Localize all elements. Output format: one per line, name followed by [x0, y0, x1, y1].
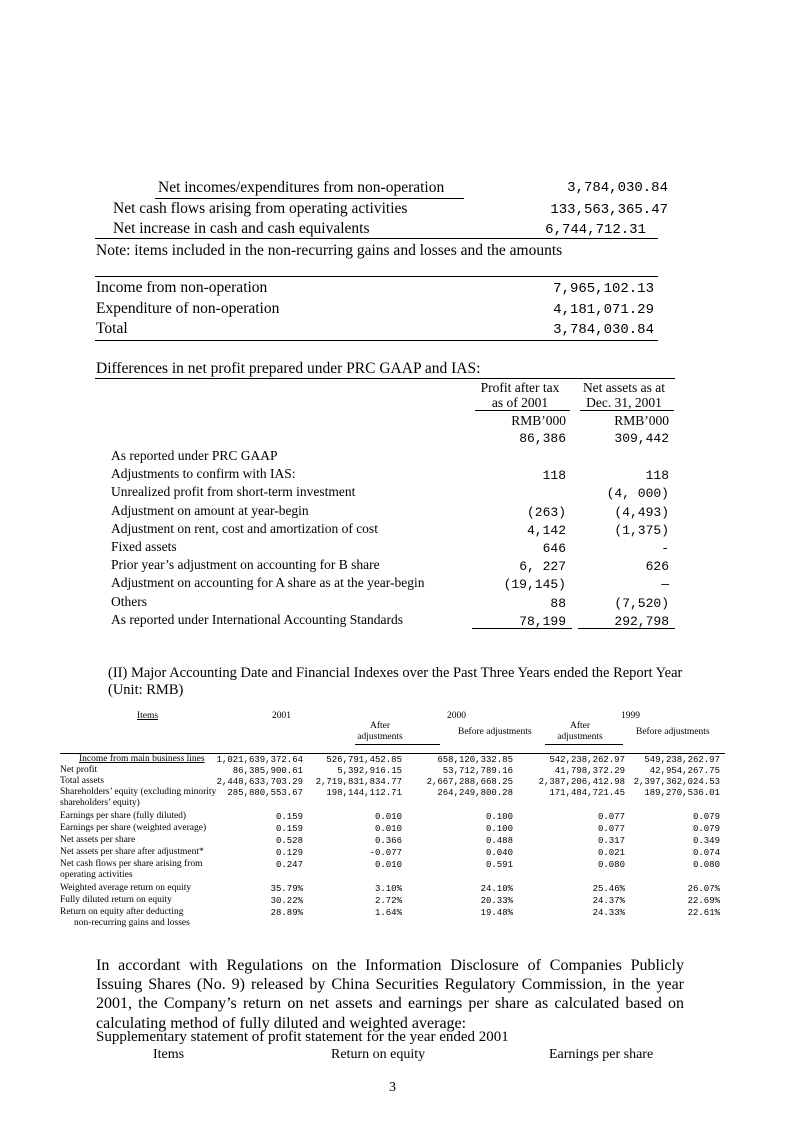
index-row-label: [60, 776, 104, 787]
index-value-cell: 0.528: [275, 836, 303, 846]
index-value-cell: 30.22%: [270, 896, 303, 906]
index-value-cell: 28.89%: [270, 908, 303, 918]
index-value-cell: 2.72%: [374, 896, 402, 906]
index-value-cell: 22.69%: [687, 896, 720, 906]
index-value-cell: 549,238,262.97: [644, 755, 720, 765]
index-row-label: [60, 811, 186, 822]
index-value-cell: 0.080: [692, 860, 720, 870]
index-value-cell: 0.074: [692, 848, 720, 858]
index-value-cell: 264,249,800.28: [437, 788, 513, 798]
index-row-label-line: Income from main business lines: [79, 754, 205, 764]
index-value-cell: 2,397,362,024.53: [633, 777, 720, 787]
index-row-label-line: Earnings per share (fully diluted): [60, 811, 187, 821]
index-value-cell: 0.129: [275, 848, 303, 858]
index-value-cell: 0.100: [485, 824, 513, 834]
index-value-cell: 0.040: [485, 848, 513, 858]
index-value-cell: 19.48%: [480, 908, 513, 918]
value-cell: (263): [526, 505, 566, 520]
index-value-cell: 53,712,789.16: [442, 766, 513, 776]
index-value-cell: 0.021: [597, 848, 625, 858]
col-header-2001: 2001: [272, 711, 291, 721]
index-value-cell: 24.37%: [592, 896, 625, 906]
index-row-label-line: Net profit: [60, 765, 98, 775]
index-value-cell: 2,448,633,703.29: [216, 777, 303, 787]
index-value-cell: 0.247: [275, 860, 303, 870]
indexes-title: (II) Major Accounting Date and Financial Indexes over the Past Three Years ended the Report Year: [108, 665, 683, 681]
divider: [95, 378, 675, 379]
index-value-cell: 0.077: [597, 812, 625, 822]
index-value-cell: 24.33%: [592, 908, 625, 918]
value-cell: 118: [645, 468, 669, 483]
summary-note: Note: items included in the non-recurring gains and losses and the amounts: [96, 242, 563, 259]
divider: [545, 744, 623, 745]
index-row-label-line: Earnings per share (weighted average): [60, 823, 207, 833]
index-row-label-line: Fully diluted return on equity: [60, 895, 172, 905]
differences-row-label: As reported under International Accounting Standards: [111, 612, 404, 627]
index-value-cell: 5,392,916.15: [337, 766, 402, 776]
differences-row-label: Fixed assets: [111, 539, 177, 554]
index-row-label: [60, 835, 135, 846]
index-value-cell: 0.010: [374, 824, 402, 834]
index-row-label-line: Shareholders’ equity (excluding minority: [60, 787, 217, 797]
index-value-cell: 542,238,262.97: [549, 755, 625, 765]
divider: [155, 198, 464, 199]
col-header-roe: Return on equity: [331, 1047, 426, 1062]
index-value-cell: 189,270,536.01: [644, 788, 720, 798]
index-value-cell: 0.100: [485, 812, 513, 822]
value-cell: (4,493): [614, 505, 669, 520]
unit-label: RMB’000: [614, 413, 669, 428]
index-value-cell: 26.07%: [687, 884, 720, 894]
index-value-cell: 41,798,372.29: [554, 766, 625, 776]
differences-row-label: Others: [111, 594, 147, 609]
index-value-cell: 2,387,206,412.98: [538, 777, 625, 787]
value-cell: (1,375): [614, 523, 669, 538]
col-header-eps: Earnings per share: [549, 1047, 654, 1062]
index-value-cell: 0.010: [374, 812, 402, 822]
differences-row-label: Adjustment on amount at year-begin: [111, 503, 309, 518]
value-cell: 118: [542, 468, 566, 483]
value-cell: 4,142: [526, 523, 566, 538]
nonrecurring-label: Expenditure of non-operation: [96, 300, 280, 317]
nonrecurring-label: Income from non-operation: [96, 279, 268, 296]
index-value-cell: 0.366: [374, 836, 402, 846]
index-row-label-line: Net assets per share after adjustment*: [60, 847, 204, 857]
indexes-unit: (Unit: RMB): [108, 682, 184, 698]
differences-title: Differences in net profit prepared under PRC GAAP and IAS:: [96, 360, 481, 377]
index-value-cell: 0.077: [597, 824, 625, 834]
index-row-label: [60, 895, 172, 906]
index-row-label: [60, 907, 190, 929]
col-header-1999: 1999: [621, 711, 640, 721]
value-cell: (19,145): [503, 577, 566, 592]
index-value-cell: 0.488: [485, 836, 513, 846]
value-cell: 86,386: [519, 431, 566, 446]
value-cell: (4, 000): [606, 486, 669, 501]
divider: [580, 410, 674, 411]
index-value-cell: 0.591: [485, 860, 513, 870]
index-value-cell: 0.159: [275, 824, 303, 834]
index-value-cell: 1.64%: [374, 908, 402, 918]
index-value-cell: 22.61%: [687, 908, 720, 918]
col-header-after-1999: After adjustments: [557, 721, 603, 742]
index-value-cell: 3.10%: [374, 884, 402, 894]
value-cell: 88: [550, 596, 566, 611]
unit-label: RMB’000: [511, 413, 566, 428]
nonrecurring-value: 4,181,071.29: [553, 302, 654, 318]
divider: [95, 276, 658, 277]
divider: [472, 628, 572, 629]
index-value-cell: 2,667,288,668.25: [426, 777, 513, 787]
index-row-label-line: Weighted average return on equity: [60, 883, 192, 893]
index-row-label: [60, 847, 204, 858]
index-value-cell: 0.317: [597, 836, 625, 846]
index-value-cell: 0.159: [275, 812, 303, 822]
value-cell: —: [661, 577, 669, 592]
value-cell: 78,199: [519, 614, 566, 629]
index-row-label-line: Net cash flows per share arising from: [60, 859, 203, 869]
disclosure-paragraph: In accordant with Regulations on the Information Disclosure of Companies Publicly Issuing Shares (No. 9) released by China Securities Regulatory Commission, in the year 2001, the Company’s return on net assets and earnings per share as calculated based on calculating method of fully diluted and weighted average:: [96, 957, 684, 1032]
index-value-cell: 24.10%: [480, 884, 513, 894]
col-header-profit: Profit after tax as of 2001: [480, 380, 560, 410]
col-header-before-1999: Before adjustments: [636, 727, 710, 737]
index-value-cell: 35.79%: [270, 884, 303, 894]
index-value-cell: 526,791,452.85: [326, 755, 402, 765]
index-row-label-line: Total assets: [60, 776, 104, 786]
index-value-cell: 285,880,553.67: [227, 788, 303, 798]
index-value-cell: 0.080: [597, 860, 625, 870]
index-row-label-line: non-recurring gains and losses: [74, 918, 190, 928]
nonrecurring-label: Total: [96, 320, 128, 337]
value-cell: (7,520): [614, 596, 669, 611]
index-value-cell: 0.349: [692, 836, 720, 846]
index-value-cell: 171,484,721.45: [549, 788, 625, 798]
nonrecurring-value: 7,965,102.13: [553, 281, 654, 297]
index-value-cell: -0.077: [369, 848, 402, 858]
divider: [95, 238, 658, 239]
differences-row-label: Adjustments to confirm with IAS:: [111, 466, 296, 481]
index-row-label: [60, 883, 191, 894]
index-value-cell: 1,021,639,372.64: [216, 755, 303, 765]
index-value-cell: 198,144,112.71: [326, 788, 402, 798]
divider: [578, 628, 675, 629]
index-row-label-line: Return on equity after deducting: [60, 907, 184, 917]
page-number: 3: [389, 1080, 396, 1095]
index-row-label-line: operating activities: [60, 870, 133, 880]
summary-label: Net increase in cash and cash equivalents: [113, 220, 370, 237]
differences-row-label: Unrealized profit from short-term investment: [111, 484, 356, 499]
index-row-label: [60, 823, 206, 834]
index-value-cell: 0.010: [374, 860, 402, 870]
value-cell: -: [661, 541, 669, 556]
index-row-label: [60, 765, 97, 776]
col-header-2000: 2000: [447, 711, 466, 721]
nonrecurring-value: 3,784,030.84: [553, 322, 654, 338]
index-value-cell: 2,719,831,834.77: [315, 777, 402, 787]
differences-row-label: As reported under PRC GAAP: [111, 448, 278, 463]
value-cell: 626: [645, 559, 669, 574]
differences-row-label: Adjustment on accounting for A share as at the year-begin: [111, 575, 425, 590]
index-row-label: [60, 859, 202, 881]
col-header-after-2000: After adjustments: [357, 721, 403, 742]
supplementary-title: Supplementary statement of profit statement for the year ended 2001: [96, 1029, 509, 1045]
summary-label: Net cash flows arising from operating activities: [113, 200, 408, 217]
value-cell: 646: [542, 541, 566, 556]
col-header-before-2000: Before adjustments: [458, 727, 532, 737]
index-value-cell: 86,385,900.61: [232, 766, 303, 776]
index-row-label: [60, 787, 216, 809]
differences-row-label: Adjustment on rent, cost and amortization of cost: [111, 521, 378, 536]
summary-value: 133,563,365.47: [550, 202, 668, 218]
index-row-label-line: shareholders’ equity): [60, 798, 140, 808]
value-cell: 309,442: [614, 431, 669, 446]
col-header-items: Items: [153, 1047, 185, 1062]
summary-value: 3,784,030.84: [567, 180, 668, 196]
index-value-cell: 0.079: [692, 824, 720, 834]
index-value-cell: 0.079: [692, 812, 720, 822]
summary-value: 6,744,712.31: [545, 222, 646, 238]
index-value-cell: 25.46%: [592, 884, 625, 894]
index-value-cell: 658,120,332.85: [437, 755, 513, 765]
index-value-cell: 20.33%: [480, 896, 513, 906]
index-row-label: [79, 754, 205, 765]
value-cell: 6, 227: [519, 559, 566, 574]
index-row-label-line: Net assets per share: [60, 835, 136, 845]
divider: [475, 410, 570, 411]
divider: [95, 340, 658, 341]
index-value-cell: 42,954,267.75: [649, 766, 720, 776]
value-cell: 292,798: [614, 614, 669, 629]
divider: [355, 744, 440, 745]
differences-row-label: Prior year’s adjustment on accounting for B share: [111, 557, 380, 572]
col-header-net-assets: Net assets as at Dec. 31, 2001: [582, 380, 666, 410]
col-header-items: Items: [137, 711, 159, 721]
summary-label: Net incomes/expenditures from non-operation: [158, 179, 445, 196]
